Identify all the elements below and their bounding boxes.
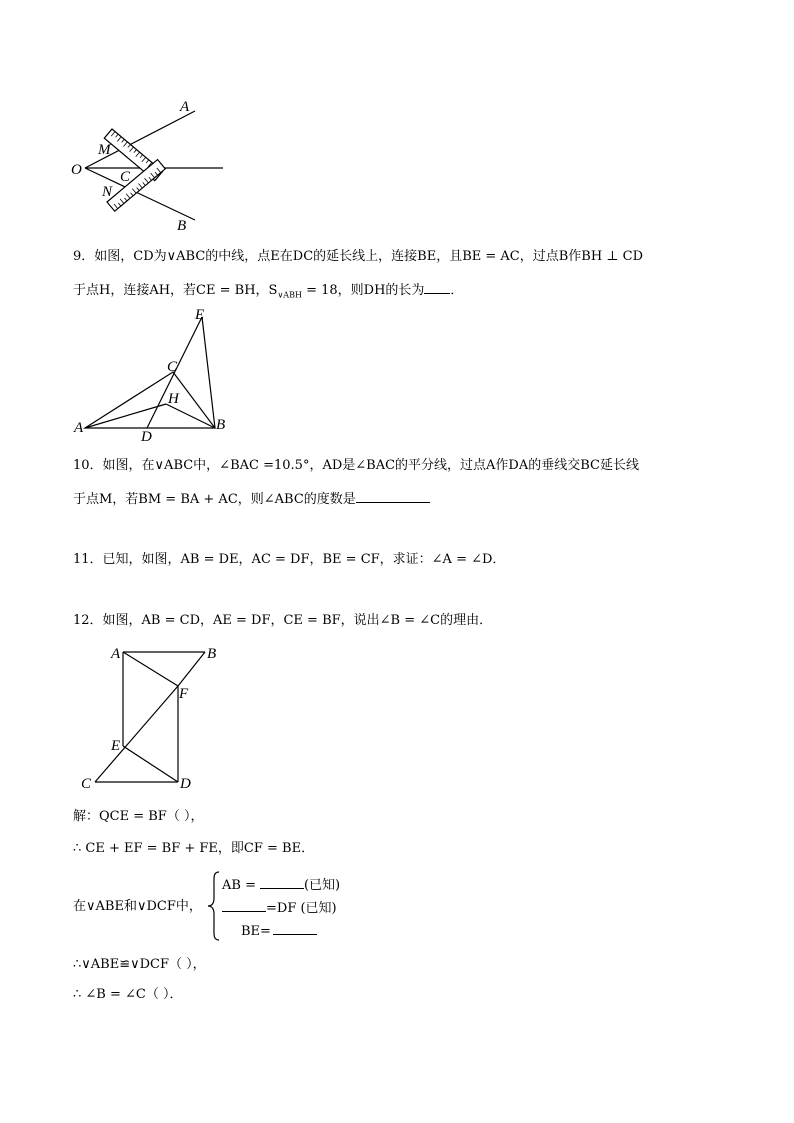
solution-line4: ∴ ∠B = ∠C（ ）． [73,987,183,1002]
label-a: A [74,420,84,436]
label-h: H [168,391,179,407]
figure-q9 [70,305,240,445]
label-d: D [141,429,152,445]
system-row2-post: =DF (已知) [266,901,337,916]
q9-answer-blank[interactable] [424,279,450,294]
solution-line3: ∴∨ABE≌∨DCF（ ）， [73,957,206,972]
label-d: D [180,776,191,792]
label-c: C [81,776,92,792]
segment-cf [95,686,178,782]
system-row1-pre: AB = [222,878,256,893]
segment-ed [123,746,178,782]
system-row2-blank[interactable] [222,897,266,912]
label-c: C [120,169,131,185]
segment-bf [178,652,205,686]
q10-line1: 10．如图，在∨ABC中，∠BAC =10.5°，AD是∠BAC的平分线，过点A作DA的垂线交BC延长线 [73,458,639,473]
triangle-abc [85,372,215,428]
solution-intro: 在∨ABE和∨DCF中， [73,899,202,914]
segment-ah [85,404,166,428]
label-e: E [195,307,205,323]
system-row1 [222,874,340,895]
q9-line1: 9．如图，CD为∨ABC的中线，点E在DC的延长线上，连接BE，且BE = AC，过点B作BH ⊥ CD [73,249,644,264]
solution-line2: ∴ CE + EF = BF + FE，即CF = BE． [73,841,315,856]
q11-line1: 11．已知，如图，AB = DE，AC = DF，BE = CF，求证：∠A = ∠D． [73,552,506,567]
solution-line1: 解：QCE = BF（ ）， [73,809,204,824]
system-row3 [241,920,317,941]
label-b: B [207,646,217,662]
label-m: M [98,142,111,158]
label-f: F [179,686,189,702]
segment-hb [166,404,215,428]
label-a: A [111,646,121,662]
system-brace [207,870,221,942]
segment-af [123,652,178,686]
system-row1-post: (已知) [303,878,341,893]
system-row3-pre: BE= [241,924,271,939]
label-e: E [111,738,121,754]
q9-line2 [73,279,463,305]
q9-area-subscript: ∨ABH [277,290,302,300]
label-c: C [167,359,178,375]
q10-line2 [73,488,430,509]
figure-angle-ruler [60,92,240,240]
system-row2 [222,897,337,918]
q10-line2-text: 于点M，若BM = BA + AC，则∠ABC的度数是 [73,492,356,507]
label-b: B [216,417,226,433]
system-row1-blank[interactable] [260,874,304,889]
q10-answer-blank[interactable] [356,488,430,503]
q12-line1: 12．如图，AB = CD，AE = DF，CE = BF，说出∠B = ∠C的理由． [73,613,493,628]
q9-line2-tail: = 18，则DH的长为 [301,283,425,298]
label-b: B [177,218,187,234]
segment-eb [202,317,215,428]
label-o: O [71,162,82,178]
q9-line2-end: ． [450,283,464,298]
label-n: N [102,184,113,200]
label-a: A [180,99,190,115]
lower-ruler [107,160,165,212]
system-row3-blank[interactable] [273,920,317,935]
figure-q12 [75,640,235,795]
q9-line2-text: 于点H，连接AH，若CE = BH，S [73,283,278,298]
